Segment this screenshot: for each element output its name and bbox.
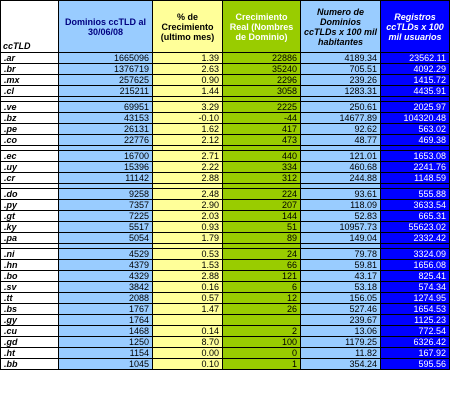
cell-crecimiento-real: 12: [223, 293, 301, 304]
cell-crecimiento-real: -44: [223, 113, 301, 124]
header-row: [1, 1, 450, 53]
cell-cctld: .bo: [1, 271, 59, 282]
cell-numero-dominios: 527.46: [301, 304, 381, 315]
cell-crecimiento: 2.22: [153, 162, 223, 173]
cell-crecimiento: 1.62: [153, 124, 223, 135]
header-numero-dominios: Numero de Dominios ccTLDs x 100 mil habitantes: [301, 1, 381, 53]
cell-dominios: 1045: [59, 359, 153, 370]
cell-registros: 3324.09: [381, 249, 450, 260]
cell-cctld: .sv: [1, 282, 59, 293]
cell-dominios: 3842: [59, 282, 153, 293]
cell-registros: 595.56: [381, 359, 450, 370]
cell-dominios: 1154: [59, 348, 153, 359]
cell-dominios: 43153: [59, 113, 153, 124]
cell-crecimiento: 0.57: [153, 293, 223, 304]
cell-crecimiento: 0.53: [153, 249, 223, 260]
cell-crecimiento: 1.39: [153, 53, 223, 64]
cell-numero-dominios: 14677.89: [301, 113, 381, 124]
header-dominios: Dominios ccTLD al 30/06/08: [59, 1, 153, 53]
cell-crecimiento: 1.47: [153, 304, 223, 315]
cell-cctld: .do: [1, 189, 59, 200]
cell-cctld: .py: [1, 200, 59, 211]
cell-cctld: .hn: [1, 260, 59, 271]
cell-dominios: 257625: [59, 75, 153, 86]
cell-crecimiento: 2.12: [153, 135, 223, 146]
cell-registros: 1274.95: [381, 293, 450, 304]
cell-dominios: 5517: [59, 222, 153, 233]
table-row: [1, 260, 450, 271]
cell-dominios: 7225: [59, 211, 153, 222]
cell-cctld: .cr: [1, 173, 59, 184]
cell-crecimiento-real: 121: [223, 271, 301, 282]
cell-registros: 55623.02: [381, 222, 450, 233]
cell-crecimiento: -0.10: [153, 113, 223, 124]
cell-crecimiento-real: 312: [223, 173, 301, 184]
cell-registros: 2025.97: [381, 102, 450, 113]
cell-cctld: .pe: [1, 124, 59, 135]
table-row: [1, 315, 450, 326]
table-row: [1, 113, 450, 124]
table-row: [1, 233, 450, 244]
cell-numero-dominios: 92.62: [301, 124, 381, 135]
cell-crecimiento: 0.00: [153, 348, 223, 359]
cell-numero-dominios: 250.61: [301, 102, 381, 113]
header-crecimiento: % de Crecimiento (ultimo mes): [153, 1, 223, 53]
cell-numero-dominios: 149.04: [301, 233, 381, 244]
cell-registros: 469.38: [381, 135, 450, 146]
cell-registros: 4435.91: [381, 86, 450, 97]
cell-dominios: 1767: [59, 304, 153, 315]
cell-registros: 1148.59: [381, 173, 450, 184]
table-row: [1, 282, 450, 293]
cell-dominios: 1376719: [59, 64, 153, 75]
cell-cctld: .cl: [1, 86, 59, 97]
cell-crecimiento-real: 100: [223, 337, 301, 348]
cell-crecimiento: 2.48: [153, 189, 223, 200]
table-row: [1, 293, 450, 304]
cell-cctld: .co: [1, 135, 59, 146]
table-row: [1, 189, 450, 200]
cell-crecimiento-real: 24: [223, 249, 301, 260]
cell-numero-dominios: 79.78: [301, 249, 381, 260]
cell-numero-dominios: 239.67: [301, 315, 381, 326]
cell-dominios: 15396: [59, 162, 153, 173]
cell-crecimiento: 2.03: [153, 211, 223, 222]
cell-cctld: .mx: [1, 75, 59, 86]
cell-registros: 2332.42: [381, 233, 450, 244]
table-body: [1, 53, 450, 370]
cell-crecimiento: 8.70: [153, 337, 223, 348]
cell-crecimiento-real: 144: [223, 211, 301, 222]
cell-registros: 1415.72: [381, 75, 450, 86]
cell-cctld: .ec: [1, 151, 59, 162]
table-row: [1, 211, 450, 222]
cell-cctld: .br: [1, 64, 59, 75]
table-row: [1, 124, 450, 135]
cell-crecimiento: 2.88: [153, 173, 223, 184]
cell-dominios: 26131: [59, 124, 153, 135]
header-registros: Registros ccTLDs x 100 mil usuarios: [381, 1, 450, 53]
cell-numero-dominios: 11.82: [301, 348, 381, 359]
cell-dominios: 69951: [59, 102, 153, 113]
cell-dominios: 1468: [59, 326, 153, 337]
cell-registros: 104320.48: [381, 113, 450, 124]
cell-dominios: 5054: [59, 233, 153, 244]
cell-crecimiento: 0.16: [153, 282, 223, 293]
cell-crecimiento-real: 473: [223, 135, 301, 146]
cell-crecimiento: 0.90: [153, 75, 223, 86]
header-cctld: ccTLD: [1, 1, 59, 53]
cell-crecimiento-real: 35240: [223, 64, 301, 75]
cell-dominios: 16700: [59, 151, 153, 162]
cell-dominios: 1250: [59, 337, 153, 348]
cell-dominios: 4529: [59, 249, 153, 260]
cell-numero-dominios: 4189.34: [301, 53, 381, 64]
table-row: [1, 348, 450, 359]
cell-cctld: .ar: [1, 53, 59, 64]
cell-dominios: 4379: [59, 260, 153, 271]
table-row: [1, 271, 450, 282]
table-row: [1, 162, 450, 173]
cell-crecimiento: 3.29: [153, 102, 223, 113]
table-row: [1, 64, 450, 75]
cell-dominios: 1665096: [59, 53, 153, 64]
cell-numero-dominios: 244.88: [301, 173, 381, 184]
table-row: [1, 304, 450, 315]
cell-cctld: .cu: [1, 326, 59, 337]
cell-dominios: 1764: [59, 315, 153, 326]
table-row: [1, 86, 450, 97]
cell-registros: 167.92: [381, 348, 450, 359]
table-row: [1, 200, 450, 211]
cell-numero-dominios: 48.77: [301, 135, 381, 146]
cell-numero-dominios: 52.83: [301, 211, 381, 222]
cell-crecimiento-real: 207: [223, 200, 301, 211]
cell-registros: 665.31: [381, 211, 450, 222]
table-row: [1, 326, 450, 337]
cell-cctld: .ni: [1, 249, 59, 260]
cell-dominios: 7357: [59, 200, 153, 211]
cell-crecimiento: 2.88: [153, 271, 223, 282]
cell-crecimiento-real: 2225: [223, 102, 301, 113]
cell-crecimiento: 2.63: [153, 64, 223, 75]
table-row: [1, 249, 450, 260]
cell-crecimiento-real: 0: [223, 348, 301, 359]
cell-crecimiento-real: 66: [223, 260, 301, 271]
cell-crecimiento: 2.71: [153, 151, 223, 162]
header-crecimiento-real: Crecimiento Real (Nombres de Dominio): [223, 1, 301, 53]
cell-numero-dominios: 156.05: [301, 293, 381, 304]
cell-dominios: 4329: [59, 271, 153, 282]
cell-numero-dominios: 354.24: [301, 359, 381, 370]
cell-dominios: 215211: [59, 86, 153, 97]
cell-registros: 555.88: [381, 189, 450, 200]
cell-registros: 563.02: [381, 124, 450, 135]
cell-crecimiento: 1.79: [153, 233, 223, 244]
cell-crecimiento-real: 1: [223, 359, 301, 370]
cell-crecimiento-real: 2296: [223, 75, 301, 86]
cell-numero-dominios: 1179.25: [301, 337, 381, 348]
cell-registros: 1125.23: [381, 315, 450, 326]
table-row: [1, 102, 450, 113]
cell-dominios: 2088: [59, 293, 153, 304]
cell-crecimiento-real: 417: [223, 124, 301, 135]
cell-cctld: .bz: [1, 113, 59, 124]
cell-numero-dominios: 59.81: [301, 260, 381, 271]
cell-numero-dominios: 43.17: [301, 271, 381, 282]
cell-crecimiento-real: 89: [223, 233, 301, 244]
cell-crecimiento-real: 6: [223, 282, 301, 293]
cell-registros: 1654.53: [381, 304, 450, 315]
cell-crecimiento: 1.44: [153, 86, 223, 97]
cell-numero-dominios: 239.26: [301, 75, 381, 86]
cell-cctld: .bb: [1, 359, 59, 370]
cell-crecimiento-real: 334: [223, 162, 301, 173]
cell-crecimiento: 0.93: [153, 222, 223, 233]
cell-registros: 3633.54: [381, 200, 450, 211]
cell-registros: 4092.29: [381, 64, 450, 75]
cell-registros: 1656.08: [381, 260, 450, 271]
cell-registros: 574.34: [381, 282, 450, 293]
cell-dominios: 11142: [59, 173, 153, 184]
cell-numero-dominios: 93.61: [301, 189, 381, 200]
cell-crecimiento-real: 3058: [223, 86, 301, 97]
cell-crecimiento-real: 51: [223, 222, 301, 233]
cell-cctld: .bs: [1, 304, 59, 315]
cell-numero-dominios: 10957.73: [301, 222, 381, 233]
cell-cctld: .ht: [1, 348, 59, 359]
cell-numero-dominios: 53.18: [301, 282, 381, 293]
cell-crecimiento-real: 2: [223, 326, 301, 337]
cell-crecimiento-real: 26: [223, 304, 301, 315]
cell-cctld: .gt: [1, 211, 59, 222]
cell-crecimiento: 0.10: [153, 359, 223, 370]
cell-registros: 6326.42: [381, 337, 450, 348]
cell-numero-dominios: 121.01: [301, 151, 381, 162]
cell-numero-dominios: 118.09: [301, 200, 381, 211]
cell-numero-dominios: 705.51: [301, 64, 381, 75]
cell-crecimiento-real: [223, 315, 301, 326]
cell-cctld: .gy: [1, 315, 59, 326]
table-row: [1, 75, 450, 86]
cell-dominios: 9258: [59, 189, 153, 200]
cell-cctld: .ve: [1, 102, 59, 113]
cell-crecimiento-real: 224: [223, 189, 301, 200]
table-row: [1, 222, 450, 233]
cell-crecimiento-real: 22886: [223, 53, 301, 64]
cell-registros: 1653.08: [381, 151, 450, 162]
cell-cctld: .gd: [1, 337, 59, 348]
cell-cctld: .tt: [1, 293, 59, 304]
cell-cctld: .uy: [1, 162, 59, 173]
cell-crecimiento: [153, 315, 223, 326]
cell-crecimiento: 1.53: [153, 260, 223, 271]
cell-numero-dominios: 1283.31: [301, 86, 381, 97]
table-row: [1, 53, 450, 64]
cell-registros: 772.54: [381, 326, 450, 337]
table-row: [1, 135, 450, 146]
cell-registros: 825.41: [381, 271, 450, 282]
cell-dominios: 22776: [59, 135, 153, 146]
cell-crecimiento-real: 440: [223, 151, 301, 162]
cell-crecimiento: 2.90: [153, 200, 223, 211]
table-row: [1, 359, 450, 370]
table-row: [1, 151, 450, 162]
cell-numero-dominios: 460.68: [301, 162, 381, 173]
cell-cctld: .ky: [1, 222, 59, 233]
cell-registros: 23562.11: [381, 53, 450, 64]
cell-registros: 2241.76: [381, 162, 450, 173]
cell-cctld: .pa: [1, 233, 59, 244]
cell-numero-dominios: 13.06: [301, 326, 381, 337]
cell-crecimiento: 0.14: [153, 326, 223, 337]
table-row: [1, 337, 450, 348]
table-row: [1, 173, 450, 184]
